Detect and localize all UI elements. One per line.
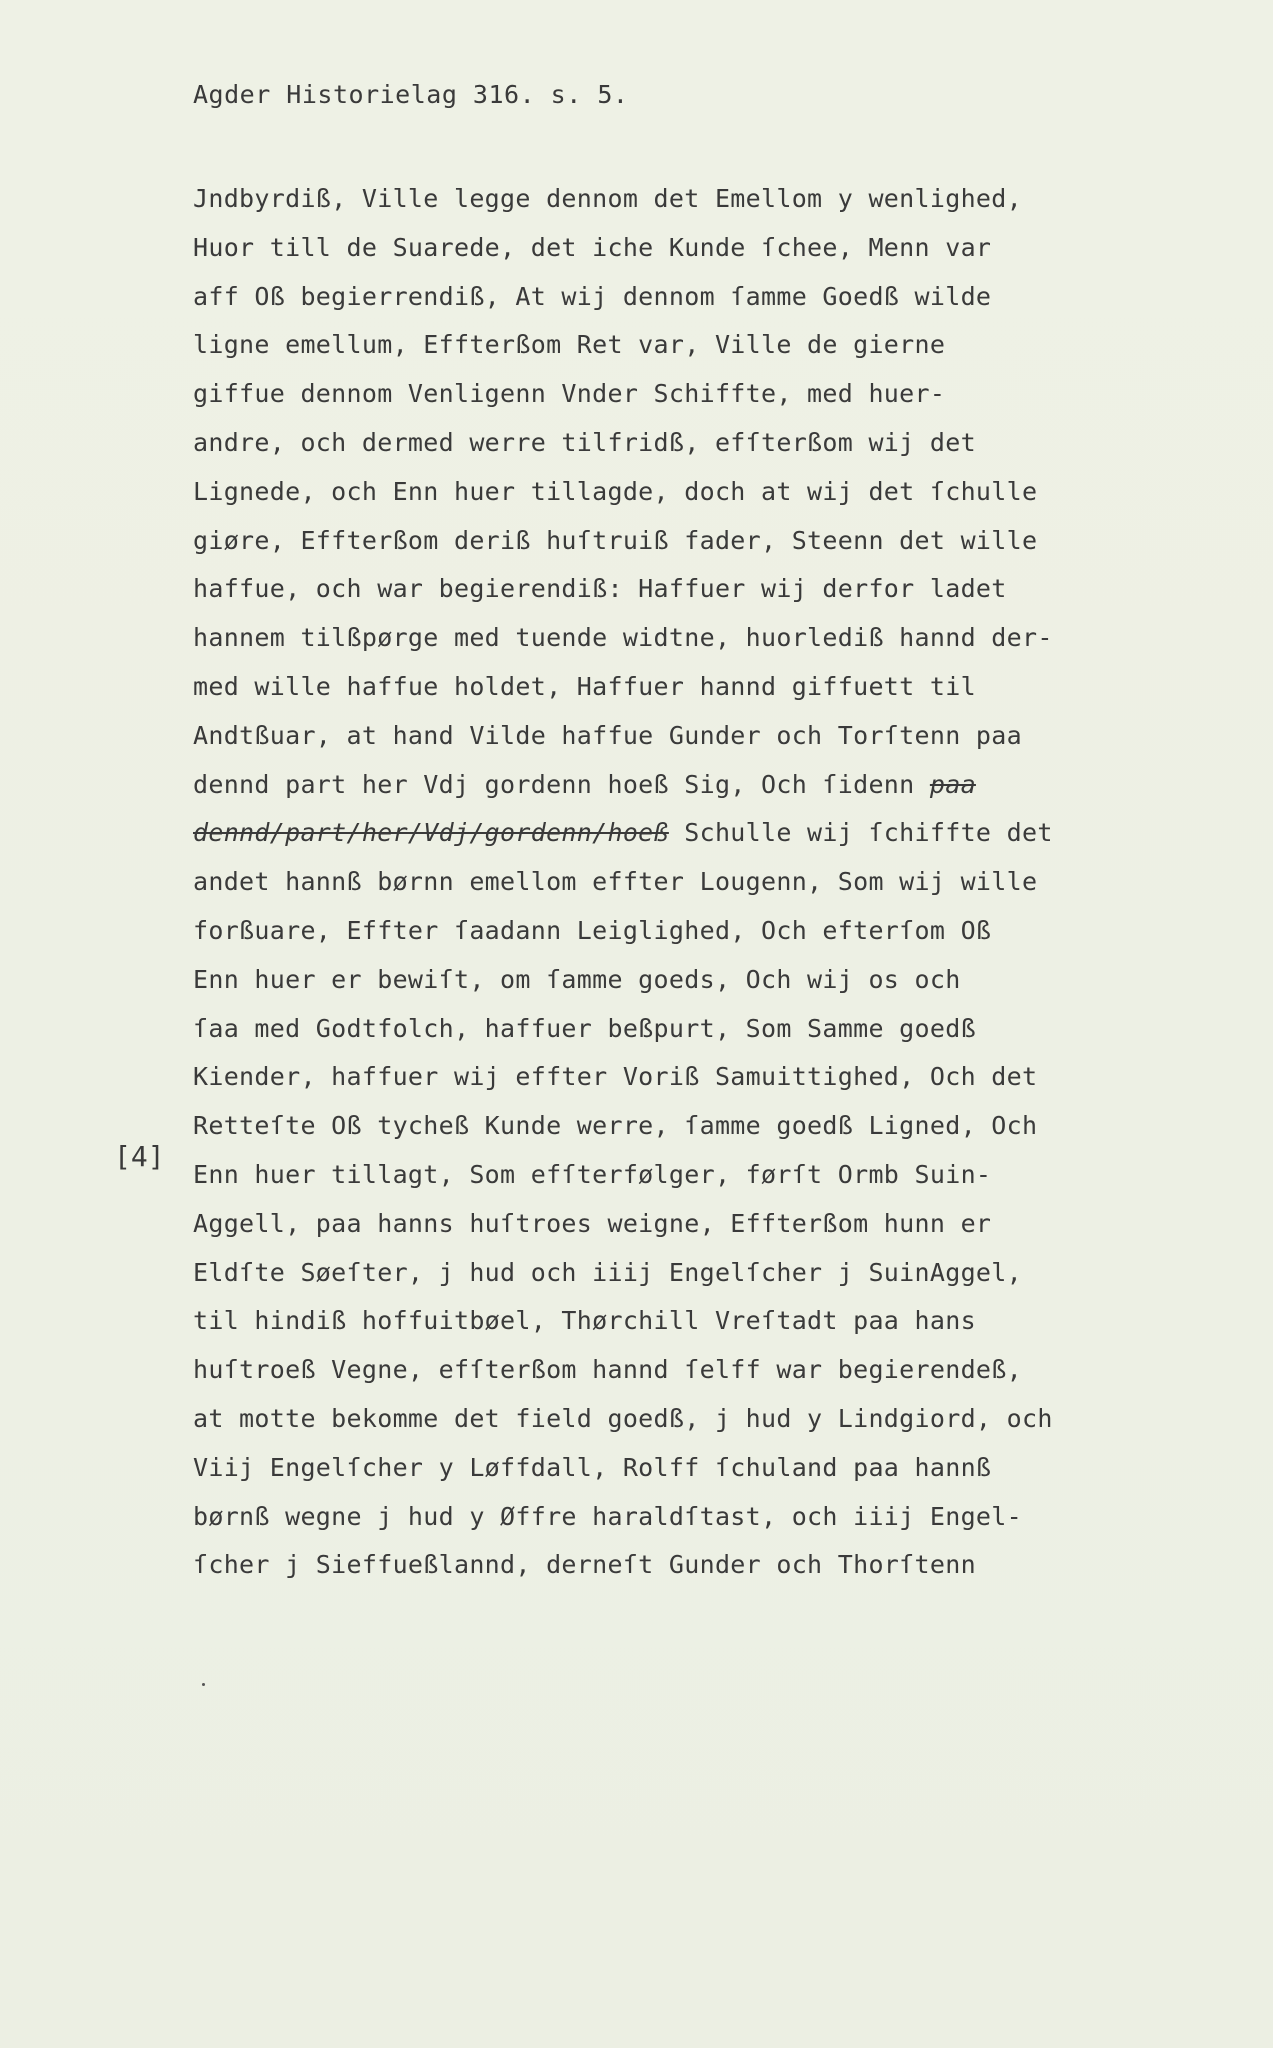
line-text: Viij Engelſcher y Løffdall, Rolff ſchuland paa hannß xyxy=(193,1452,992,1482)
line-text: forßuare, Effter ſaadann Leiglighed, Och efterſom Oß xyxy=(193,915,992,945)
text-line xyxy=(193,766,1093,815)
ink-dot xyxy=(202,1683,205,1686)
text-line xyxy=(193,326,1093,375)
line-text: børnß wegne j hud y Øffre haraldſtast, och iiij Engel- xyxy=(193,1501,1022,1531)
line-text: Schulle wij ſchiffte det xyxy=(668,818,1053,848)
text-line xyxy=(193,522,1093,571)
line-text: med wille haffue holdet, Haffuer hannd giffuett til xyxy=(193,671,976,701)
line-text: Enn huer tillagt, Som efſterfølger, førſt Ormb Suin- xyxy=(193,1159,992,1189)
line-text: ligne emellum, Effterßom Ret var, Ville de gierne xyxy=(193,330,946,360)
struck-text: paa xyxy=(929,769,976,799)
line-text: Lignede, och Enn huer tillagde, doch at wij det ſchulle xyxy=(193,476,1038,506)
text-line xyxy=(193,424,1093,473)
text-line xyxy=(193,1498,1093,1547)
line-text: til hindiß hoffuitbøel, Thørchill Vreſtadt paa hans xyxy=(193,1306,976,1336)
line-text: Retteſte Oß tycheß Kunde werre, ſamme goedß Ligned, Och xyxy=(193,1111,1038,1141)
text-line xyxy=(193,375,1093,424)
line-text: huſtroeß Vegne, efſterßom hannd ſelff war begierendeß, xyxy=(193,1355,1022,1385)
text-line xyxy=(193,1254,1093,1303)
page-header: Agder Historielag 316. s. 5. xyxy=(193,80,629,109)
line-text: Eldſte Søeſter, j hud och iiij Engelſcher j SuinAggel, xyxy=(193,1257,1022,1287)
struck-text: dennd/part/her/Vdj/gordenn/hoeß xyxy=(193,818,669,848)
line-text: Enn huer er bewiſt, om ſamme goeds, Och wij os och xyxy=(193,964,961,994)
text-line xyxy=(193,1010,1093,1059)
line-text: dennd part her Vdj gordenn hoeß Sig, Och ſidenn xyxy=(193,769,915,799)
line-text: Kiender, haffuer wij effter Voriß Samuittighed, Och det xyxy=(193,1062,1038,1092)
line-text: andet hannß børnn emellom effter Lougenn, Som wij wille xyxy=(193,867,1038,897)
line-text: giøre, Effterßom deriß huſtruiß fader, Steenn det wille xyxy=(193,525,1038,555)
line-text: Jndbyrdiß, Ville legge dennom det Emellom y wenlighed, xyxy=(193,184,1022,213)
text-line xyxy=(193,1156,1093,1205)
line-text: aff Oß begierrendiß, At wij dennom ſamme Goedß wilde xyxy=(193,281,992,311)
margin-page-marker: [4] xyxy=(114,1140,165,1173)
text-line xyxy=(193,570,1093,619)
text-line xyxy=(193,1400,1093,1449)
text-line xyxy=(193,1058,1093,1107)
text-line xyxy=(193,278,1093,327)
transcript-body xyxy=(193,180,1093,1595)
text-line xyxy=(193,668,1093,717)
text-line xyxy=(193,1351,1093,1400)
text-line xyxy=(193,1302,1093,1351)
line-text: at motte bekomme det field goedß, j hud y Lindgiord, och xyxy=(193,1403,1053,1433)
line-text: Aggell, paa hanns huſtroes weigne, Effterßom hunn er xyxy=(193,1208,992,1238)
line-text: ſaa med Godtfolch, haffuer beßpurt, Som Samme goedß xyxy=(193,1013,976,1043)
text-line xyxy=(193,1449,1093,1498)
line-text: ſcher j Sieffueßlannd, derneſt Gunder och Thorſtenn xyxy=(193,1550,976,1580)
line-text: hannem tilßpørge med tuende widtne, huorlediß hannd der- xyxy=(193,623,1053,653)
text-line xyxy=(193,814,1093,863)
text-line xyxy=(193,863,1093,912)
line-text: Andtßuar, at hand Vilde haffue Gunder och Torſtenn paa xyxy=(193,720,1022,750)
line-text: giffue dennom Venligenn Vnder Schiffte, med huer- xyxy=(193,379,946,409)
text-line xyxy=(193,1546,1093,1595)
text-line xyxy=(193,912,1093,961)
text-line xyxy=(193,619,1093,668)
line-text: andre, och dermed werre tilfridß, efſterßom wij det xyxy=(193,427,976,457)
text-line xyxy=(193,1107,1093,1156)
text-line xyxy=(193,717,1093,766)
line-text: Huor till de Suarede, det iche Kunde ſchee, Menn var xyxy=(193,232,992,262)
line-text: haffue, och war begierendiß: Haffuer wij derfor ladet xyxy=(193,574,1007,604)
text-line xyxy=(193,961,1093,1010)
text-line xyxy=(193,1205,1093,1254)
text-line xyxy=(193,229,1093,278)
text-line xyxy=(193,473,1093,522)
text-line xyxy=(193,180,1093,229)
